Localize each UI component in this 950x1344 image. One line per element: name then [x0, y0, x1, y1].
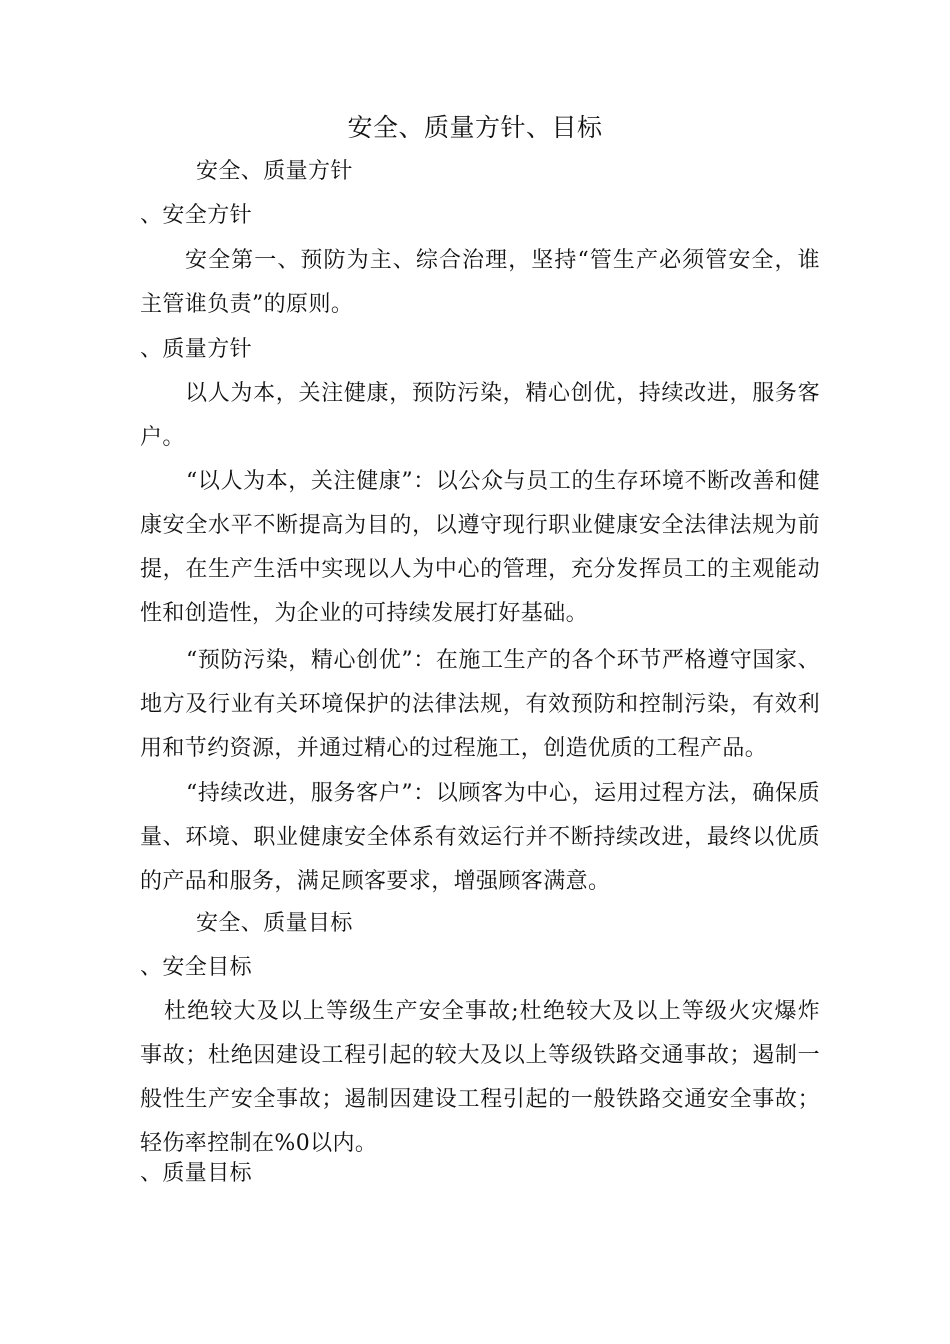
paragraph-safety-objective: 杜绝较大及以上等级生产安全事故;杜绝较大及以上等级火灾爆炸事故；杜绝因建设工程引起的较大及以上等级铁路交通事故；遏制一般性生产安全事故；遏制因建设工程引起的一般铁路交通安全事故；轻伤率控制在%0以内。	[140, 999, 820, 1156]
paragraph-serve-customer: “持续改进，服务客户”：以顾客为中心，运用过程方法，确保质量、环境、职业健康安全体系有效运行并不断持续改进，最终以优质的产品和服务，满足顾客要求，增强顾客满意。	[140, 781, 820, 894]
paragraph-quality-policy: 以人为本，关注健康，预防污染，精心创优，持续改进，服务客户。	[140, 381, 820, 450]
subheading-safety-objective: 、安全目标	[140, 955, 253, 980]
subheading-safety-policy: 、安全方针	[140, 203, 253, 228]
paragraph-prevent-pollution: “预防污染，精心创优”：在施工生产的各个环节严格遵守国家、地方及行业有关环境保护的法律法规，有效预防和控制污染，有效利用和节约资源，并通过精心的过程施工，创造优质的工程产品。	[140, 648, 820, 761]
subheading-quality-objective: 、质量目标	[140, 1161, 253, 1186]
paragraph-people-health: “以人为本，关注健康”：以公众与员工的生存环境不断改善和健康安全水平不断提高为目的，以遵守现行职业健康安全法律法规为前提，在生产生活中实现以人为中心的管理，充分发挥员工的主观能动性和创造性，为企业的可持续发展打好基础。	[140, 469, 820, 626]
section-heading-objectives: 安全、质量目标	[196, 911, 353, 936]
section-heading-policy: 安全、质量方针	[196, 159, 353, 184]
subheading-quality-policy: 、质量方针	[140, 337, 253, 362]
document-title: 安全、质量方针、目标	[347, 113, 603, 142]
paragraph-safety-policy: 安全第一、预防为主、综合治理，坚持“管生产必须管安全，谁主管谁负责”的原则。	[140, 248, 820, 317]
